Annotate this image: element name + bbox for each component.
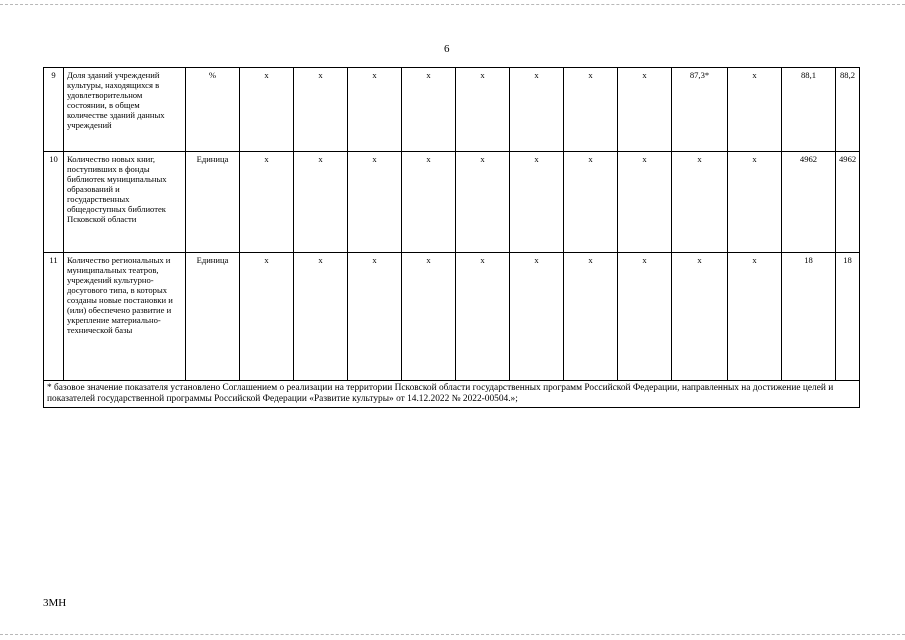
- unit-cell: Единица: [186, 152, 240, 253]
- value-cell: x: [240, 152, 294, 253]
- value-cell: x: [672, 152, 728, 253]
- footnote-text: * базовое значение показателя установлено Соглашением о реализации на территории Псковской области государственных программ Российской Федерации, направленных на достижение целей и показателей государственной программы Российской Федерации «Развитие культуры» от 14.12.2022 № 2022-00504.»;: [44, 381, 860, 408]
- table-row: [44, 68, 860, 152]
- row-number-cell: 11: [44, 253, 64, 381]
- value-cell: x: [510, 68, 564, 152]
- value-cell: x: [240, 68, 294, 152]
- value-cell: x: [564, 253, 618, 381]
- indicator-name-cell: Количество новых книг, поступивших в фонды библиотек муниципальных образований и государственных общедоступных библиотек Псковской области: [64, 152, 186, 253]
- value-cell: x: [564, 68, 618, 152]
- value-cell: 88,1: [782, 68, 836, 152]
- value-cell: x: [728, 253, 782, 381]
- row-number-cell: 10: [44, 152, 64, 253]
- page-number: 6: [444, 43, 450, 55]
- unit-cell: Единица: [186, 253, 240, 381]
- value-cell: x: [348, 68, 402, 152]
- value-cell: x: [402, 152, 456, 253]
- value-cell: x: [402, 68, 456, 152]
- value-cell: x: [456, 152, 510, 253]
- value-cell: 4962: [836, 152, 860, 253]
- value-cell: x: [672, 253, 728, 381]
- value-cell: x: [294, 68, 348, 152]
- value-cell: x: [294, 152, 348, 253]
- value-cell: x: [510, 253, 564, 381]
- table-row: [44, 152, 860, 253]
- value-cell: 87,3*: [672, 68, 728, 152]
- scan-border-top: [0, 4, 905, 5]
- scan-border-bottom: [0, 634, 905, 635]
- value-cell: x: [510, 152, 564, 253]
- value-cell: 18: [836, 253, 860, 381]
- table-row: [44, 253, 860, 381]
- value-cell: x: [456, 68, 510, 152]
- value-cell: 88,2: [836, 68, 860, 152]
- value-cell: 4962: [782, 152, 836, 253]
- value-cell: 18: [782, 253, 836, 381]
- unit-cell: %: [186, 68, 240, 152]
- value-cell: x: [618, 68, 672, 152]
- value-cell: x: [728, 152, 782, 253]
- document-code: 3МН: [43, 597, 67, 609]
- footnote-row: [44, 381, 860, 408]
- value-cell: x: [348, 152, 402, 253]
- value-cell: x: [240, 253, 294, 381]
- value-cell: x: [618, 152, 672, 253]
- value-cell: x: [564, 152, 618, 253]
- value-cell: x: [618, 253, 672, 381]
- indicators-table: [43, 67, 860, 408]
- value-cell: x: [456, 253, 510, 381]
- value-cell: x: [728, 68, 782, 152]
- value-cell: x: [294, 253, 348, 381]
- indicator-name-cell: Количество региональных и муниципальных театров, учреждений культурно-досугового типа, в которых созданы новые постановки и (или) обеспечено развитие и укрепление материально-технической базы: [64, 253, 186, 381]
- indicator-name-cell: Доля зданий учреждений культуры, находящихся в удовлетворительном состоянии, в общем количестве зданий данных учреждений: [64, 68, 186, 152]
- row-number-cell: 9: [44, 68, 64, 152]
- value-cell: x: [402, 253, 456, 381]
- value-cell: x: [348, 253, 402, 381]
